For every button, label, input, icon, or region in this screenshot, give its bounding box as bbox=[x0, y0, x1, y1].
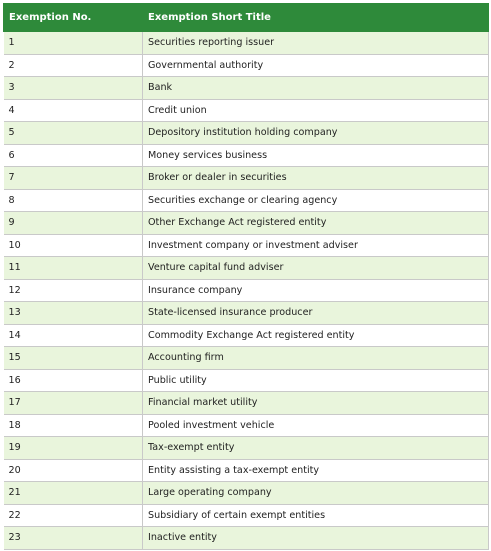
exemption-title-cell: Investment company or investment adviser bbox=[143, 234, 489, 257]
table-row bbox=[4, 144, 489, 167]
table-row bbox=[4, 504, 489, 527]
table-row bbox=[4, 482, 489, 505]
exemption-title-cell: Commodity Exchange Act registered entity bbox=[143, 324, 489, 347]
exemptions-table bbox=[3, 3, 489, 550]
exemption-title-cell: Pooled investment vehicle bbox=[143, 414, 489, 437]
exemption-number-cell: 22 bbox=[4, 504, 143, 527]
exemption-number-cell: 8 bbox=[4, 189, 143, 212]
exemption-number-cell: 18 bbox=[4, 414, 143, 437]
table-row bbox=[4, 77, 489, 100]
exemption-number-cell: 3 bbox=[4, 77, 143, 100]
exemption-number-cell: 14 bbox=[4, 324, 143, 347]
table-row bbox=[4, 392, 489, 415]
table-row bbox=[4, 234, 489, 257]
exemption-title-cell: Broker or dealer in securities bbox=[143, 167, 489, 190]
table-row bbox=[4, 347, 489, 370]
table-row bbox=[4, 167, 489, 190]
table-row bbox=[4, 122, 489, 145]
exemption-number-cell: 13 bbox=[4, 302, 143, 325]
header-row bbox=[4, 4, 489, 32]
exemption-number-cell: 1 bbox=[4, 32, 143, 55]
table-row bbox=[4, 527, 489, 550]
table-row bbox=[4, 279, 489, 302]
header-exemption-no: Exemption No. bbox=[4, 4, 143, 32]
table-row bbox=[4, 99, 489, 122]
exemption-title-cell: Large operating company bbox=[143, 482, 489, 505]
exemption-title-cell: Credit union bbox=[143, 99, 489, 122]
table-row bbox=[4, 257, 489, 280]
exemption-number-cell: 17 bbox=[4, 392, 143, 415]
exemption-number-cell: 23 bbox=[4, 527, 143, 550]
exemption-title-cell: Other Exchange Act registered entity bbox=[143, 212, 489, 235]
exemption-title-cell: Inactive entity bbox=[143, 527, 489, 550]
table-row bbox=[4, 212, 489, 235]
exemption-number-cell: 21 bbox=[4, 482, 143, 505]
exemption-title-cell: Bank bbox=[143, 77, 489, 100]
exemption-number-cell: 4 bbox=[4, 99, 143, 122]
exemption-number-cell: 6 bbox=[4, 144, 143, 167]
table-header bbox=[4, 4, 489, 32]
exemption-number-cell: 12 bbox=[4, 279, 143, 302]
exemption-title-cell: Venture capital fund adviser bbox=[143, 257, 489, 280]
exemption-number-cell: 5 bbox=[4, 122, 143, 145]
table-row bbox=[4, 54, 489, 77]
exemption-number-cell: 20 bbox=[4, 459, 143, 482]
table-row bbox=[4, 32, 489, 55]
exemption-number-cell: 15 bbox=[4, 347, 143, 370]
exemption-number-cell: 11 bbox=[4, 257, 143, 280]
exemption-title-cell: Subsidiary of certain exempt entities bbox=[143, 504, 489, 527]
exemption-title-cell: Public utility bbox=[143, 369, 489, 392]
table-row bbox=[4, 414, 489, 437]
exemption-title-cell: Money services business bbox=[143, 144, 489, 167]
exemption-number-cell: 19 bbox=[4, 437, 143, 460]
exemption-title-cell: Insurance company bbox=[143, 279, 489, 302]
exemption-title-cell: Securities exchange or clearing agency bbox=[143, 189, 489, 212]
exemption-title-cell: State-licensed insurance producer bbox=[143, 302, 489, 325]
table-row bbox=[4, 189, 489, 212]
table-row bbox=[4, 369, 489, 392]
exemption-title-cell: Accounting firm bbox=[143, 347, 489, 370]
exemption-number-cell: 2 bbox=[4, 54, 143, 77]
table-body bbox=[4, 32, 489, 550]
exemption-number-cell: 16 bbox=[4, 369, 143, 392]
exemption-title-cell: Securities reporting issuer bbox=[143, 32, 489, 55]
table-row bbox=[4, 302, 489, 325]
exemption-number-cell: 9 bbox=[4, 212, 143, 235]
exemption-title-cell: Depository institution holding company bbox=[143, 122, 489, 145]
table-row bbox=[4, 437, 489, 460]
exemption-number-cell: 10 bbox=[4, 234, 143, 257]
exemption-number-cell: 7 bbox=[4, 167, 143, 190]
header-exemption-short-title: Exemption Short Title bbox=[143, 4, 489, 32]
exemption-title-cell: Tax-exempt entity bbox=[143, 437, 489, 460]
exemptions-table-container bbox=[3, 3, 488, 550]
exemption-title-cell: Financial market utility bbox=[143, 392, 489, 415]
table-row bbox=[4, 324, 489, 347]
exemption-title-cell: Entity assisting a tax-exempt entity bbox=[143, 459, 489, 482]
exemption-title-cell: Governmental authority bbox=[143, 54, 489, 77]
table-row bbox=[4, 459, 489, 482]
